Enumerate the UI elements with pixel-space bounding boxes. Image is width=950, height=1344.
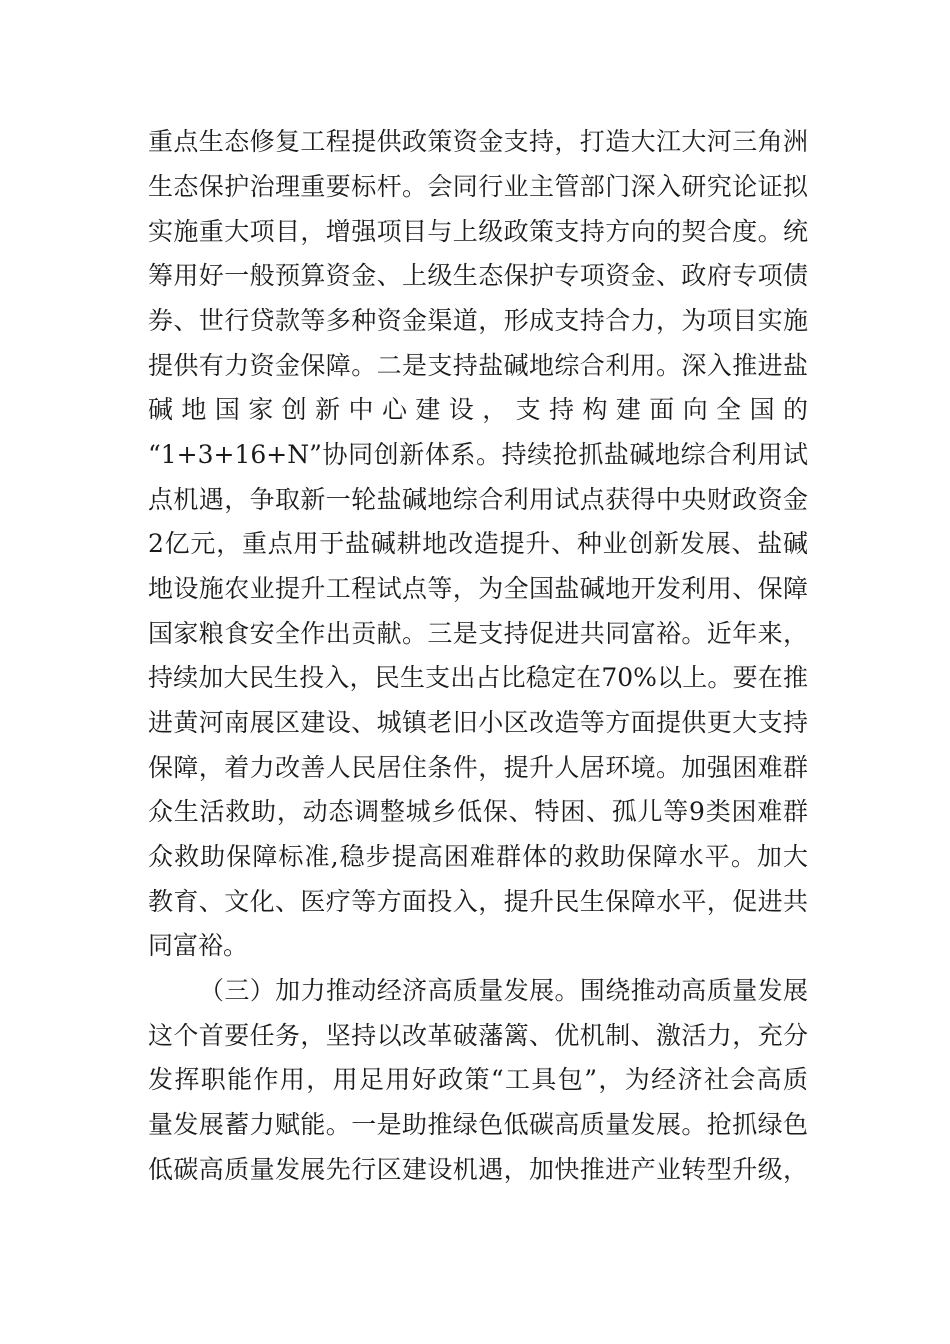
text-line: 量发展蓄力赋能。一是助推绿色低碳高质量发展。抢抓绿色 bbox=[148, 1110, 808, 1139]
text-line: 低碳高质量发展先行区建设机遇，加快推进产业转型升级， bbox=[148, 1155, 808, 1184]
text-line: “1+3+16+N”协同创新体系。持续抢抓盐碱地综合利用试 bbox=[148, 440, 808, 469]
text-line: 券、世行贷款等多种资金渠道，形成支持合力，为项目实施 bbox=[148, 306, 808, 335]
text-line: 持续加大民生投入，民生支出占比稳定在70%以上。要在推 bbox=[148, 663, 808, 692]
text-line: 生态保护治理重要标杆。会同行业主管部门深入研究论证拟 bbox=[148, 172, 808, 201]
text-line: 众救助保障标准,稳步提高困难群体的救助保障水平。加大 bbox=[148, 842, 808, 871]
text-line: 国家粮食安全作出贡献。三是支持促进共同富裕。近年来， bbox=[148, 619, 808, 648]
text-line: 地设施农业提升工程试点等，为全国盐碱地开发利用、保障 bbox=[148, 574, 808, 603]
text-line: 教育、文化、医疗等方面投入，提升民生保障水平，促进共 bbox=[148, 887, 808, 916]
text-line: 保障，着力改善人民居住条件，提升人居环境。加强困难群 bbox=[148, 753, 808, 782]
text-line: 碱地国家创新中心建设，支持构建面向全国的 bbox=[148, 395, 808, 424]
section-heading-line: （三）加力推动经济高质量发展。围绕推动高质量发展 bbox=[199, 976, 808, 1005]
text-line: 点机遇，争取新一轮盐碱地综合利用试点获得中央财政资金 bbox=[148, 485, 808, 514]
text-line: 2亿元，重点用于盐碱耕地改造提升、种业创新发展、盐碱 bbox=[148, 529, 808, 558]
text-line-paragraph-end: 同富裕。 bbox=[148, 931, 249, 960]
text-line: 重点生态修复工程提供政策资金支持，打造大江大河三角洲 bbox=[148, 127, 808, 156]
text-line: 这个首要任务，坚持以改革破藩篱、优机制、激活力，充分 bbox=[148, 1021, 808, 1050]
text-line: 筹用好一般预算资金、上级生态保护专项资金、政府专项债 bbox=[148, 261, 808, 290]
text-line: 进黄河南展区建设、城镇老旧小区改造等方面提供更大支持 bbox=[148, 708, 808, 737]
text-line: 实施重大项目，增强项目与上级政策支持方向的契合度。统 bbox=[148, 217, 808, 246]
text-line: 提供有力资金保障。二是支持盐碱地综合利用。深入推进盐 bbox=[148, 351, 808, 380]
text-line: 众生活救助，动态调整城乡低保、特困、孤儿等9类困难群 bbox=[148, 797, 808, 826]
text-line: 发挥职能作用，用足用好政策“工具包”，为经济社会高质 bbox=[148, 1065, 808, 1094]
